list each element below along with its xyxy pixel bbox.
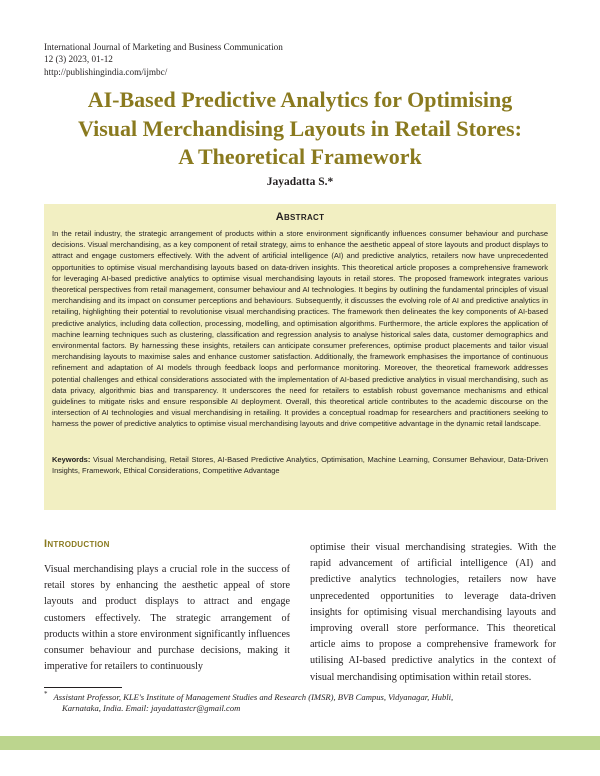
- article-title: [20, 86, 580, 172]
- title-line-3: A Theoretical Framework: [178, 144, 422, 169]
- introduction-heading: Introduction: [44, 538, 110, 550]
- abstract-text: In the retail industry, the strategic arrangement of products within a store environment significantly influences consumer behaviour and purchase decisions. Visual merchandising, as a key component of retail strategy, aims to enhance the aesthetic appeal of store layouts and product displays to attract and engage customers effectively. With the advent of artificial intelligence (AI) and predictive analytics, retailers now have unprecedented opportunities to optimise visual merchandising layouts based on data-driven insights. This theoretical article proposes a comprehensive framework for leveraging AI-based predictive analytics to optimise visual merchandising layouts in retail stores. The proposed framework integrates various theoretical perspectives from retail management, consumer behaviour and AI technologies. It begins by outlining the fundamental principles of visual merchandising and its impact on consumer perceptions and behaviours. Subsequently, it discusses the evolving role of AI and predictive analytics in retailing, highlighting their potential to revolutionise visual merchandising practices. The framework then delineates the key components of AI-based predictive analytics, including data collection, processing, modelling, and optimisation algorithms. Furthermore, the article explores the application of machine learning techniques such as clustering, classification and regression analysis to analyse historical sales data, customer demographics and environmental factors. By harnessing these insights, retailers can anticipate consumer preferences, optimise product placements and tailor visual merchandising layouts to maximise sales and enhance customer satisfaction. Additionally, the framework emphasises the importance of continuous refinement and adaptation of AI models through feedback loops and performance monitoring. Moreover, the theoretical framework addresses potential challenges and ethical considerations associated with the implementation of AI-based predictive analytics in visual merchandising, such as data privacy, algorithmic bias and transparency. It underscores the need for retailers to establish robust governance mechanisms and ethical guidelines to mitigate risks and ensure responsible AI deployment. Overall, this theoretical article contributes to the academic discourse on the intersection of AI technologies and visual merchandising in retailing. It provides a conceptual roadmap for researchers and practitioners seeking to harness the power of predictive analytics to optimise visual merchandising layouts and drive competitive advantage in the dynamic retail landscape.: [52, 229, 548, 429]
- footnote: [44, 689, 556, 714]
- intro-right-column: optimise their visual merchandising strategies. With the rapid advancement of artificial intelligence (AI) and predictive analytics technologies, retailers now have unprecedented opportunities to leverage data-driven insights for optimising visual merchandising layouts and improving overall store performance. This theoretical article aims to propose a comprehensive framework for utilising AI-based predictive analytics in the context of visual merchandising optimisation within retail stores.: [310, 542, 556, 683]
- keywords-list: Visual Merchandising, Retail Stores, AI-Based Predictive Analytics, Optimisation, Machine Learning, Consumer Behaviour, Data-Driven Insights, Framework, Ethical Considerations, Competitive Advantage: [52, 455, 548, 476]
- abstract-box: [44, 204, 556, 510]
- footer-bar: [0, 736, 600, 750]
- abstract-heading: Abstract: [275, 211, 325, 223]
- keywords: [52, 454, 548, 476]
- title-line-1: AI-Based Predictive Analytics for Optimising: [87, 87, 513, 112]
- footnote-mark: *: [44, 690, 48, 698]
- title-line-2: Visual Merchandising Layouts in Retail Stores:: [78, 115, 522, 141]
- journal-name: International Journal of Marketing and Business Communication: [44, 42, 283, 52]
- journal-url[interactable]: http://publishingindia.com/ijmbc/: [44, 66, 168, 77]
- author-name: Jayadatta S.*: [266, 176, 334, 188]
- journal-issue: 12 (3) 2023, 01-12: [44, 54, 113, 65]
- journal-header: [44, 41, 283, 78]
- keywords-label: Keywords:: [52, 455, 91, 464]
- footnote-line-1: Assistant Professor, KLE's Institute of Management Studies and Research (IMSR), BVB Campus, Vidyanagar, Hubli,: [53, 691, 454, 702]
- footnote-divider: [44, 687, 122, 688]
- footnote-line-2: Karnataka, India. Email: jayadattastcr@gmail.com: [62, 703, 241, 714]
- intro-left-column: Visual merchandising plays a crucial role in the success of retail stores by enhancing the aesthetic appeal of store layouts and product displays to attract and engage customers effectively. The strategic arrangement of products within a store environment significantly influences consumer behaviour and purchase decisions, making it imperative for retailers to continuously: [44, 564, 290, 673]
